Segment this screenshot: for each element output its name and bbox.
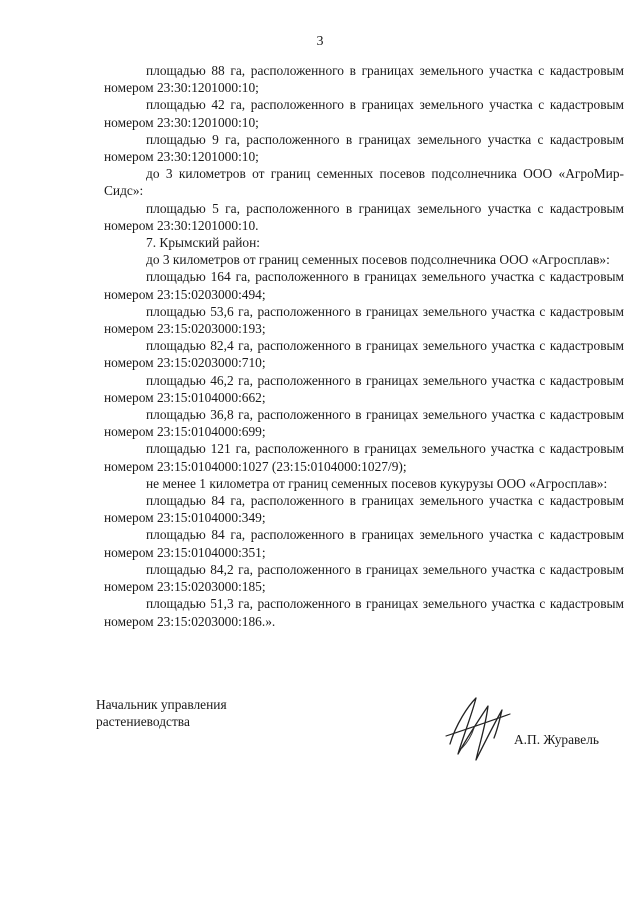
land-plot-paragraph: площадью 88 га, расположенного в границах земельного участка с кадастровым номером 23:30:1201000:10; — [104, 63, 624, 96]
section-heading-paragraph: до 3 километров от границ семенных посевов подсолнечника ООО «Агросплав»: — [146, 252, 610, 268]
signatory-name: А.П. Журавель — [514, 732, 600, 747]
land-plot-paragraph: площадью 84 га, расположенного в границах земельного участка с кадастровым номером 23:15:0104000:349; — [104, 493, 624, 526]
land-plot-paragraph: площадью 5 га, расположенного в границах земельного участка с кадастровым номером 23:30:1201000:10. — [104, 200, 624, 233]
document-body — [104, 62, 624, 630]
land-plot-paragraph: площадью 82,4 га, расположенного в границах земельного участка с кадастровым номером 23:15:0203000:710; — [104, 338, 624, 371]
land-plot-paragraph: площадью 36,8 га, расположенного в границах земельного участка с кадастровым номером 23:15:0104000:699; — [104, 407, 624, 440]
land-plot-paragraph: площадью 164 га, расположенного в границах земельного участка с кадастровым номером 23:15:0203000:494; — [104, 269, 624, 302]
land-plot-paragraph: площадью 42 га, расположенного в границах земельного участка с кадастровым номером 23:30:1201000:10; — [104, 97, 624, 130]
land-plot-paragraph: площадью 84,2 га, расположенного в границах земельного участка с кадастровым номером 23:15:0203000:185; — [104, 561, 624, 595]
land-plot-paragraph: площадью 9 га, расположенного в границах земельного участка с кадастровым номером 23:30:1201000:10; — [104, 131, 624, 165]
page-number: 3 — [316, 34, 324, 49]
land-plot-paragraph: площадью 121 га, расположенного в границах земельного участка с кадастровым номером 23:15:0104000:1027 (23:15:0104000:1027/9); — [104, 441, 624, 474]
land-plot-paragraph: площадью 84 га, расположенного в границах земельного участка с кадастровым номером 23:15:0104000:351; — [104, 527, 624, 560]
section-heading-paragraph: до 3 километров от границ семенных посевов подсолнечника ООО «АгроМир-Сидс»: — [104, 166, 624, 199]
signatory-title-line-2: растениеводства — [96, 714, 190, 729]
land-plot-paragraph: площадью 53,6 га, расположенного в границах земельного участка с кадастровым номером 23:15:0203000:193; — [104, 303, 624, 337]
section-heading-paragraph: не менее 1 километра от границ семенных посевов кукурузы ООО «Агросплав»: — [146, 475, 608, 491]
signatory-title — [96, 696, 227, 730]
handwritten-signature — [428, 684, 528, 774]
land-plot-paragraph: площадью 51,3 га, расположенного в границах земельного участка с кадастровым номером 23:15:0203000:186.». — [104, 596, 624, 629]
section-heading-paragraph: 7. Крымский район: — [146, 235, 261, 251]
signatory-title-line-1: Начальник управления — [96, 697, 227, 712]
land-plot-paragraph: площадью 46,2 га, расположенного в границах земельного участка с кадастровым номером 23:15:0104000:662; — [104, 372, 624, 405]
